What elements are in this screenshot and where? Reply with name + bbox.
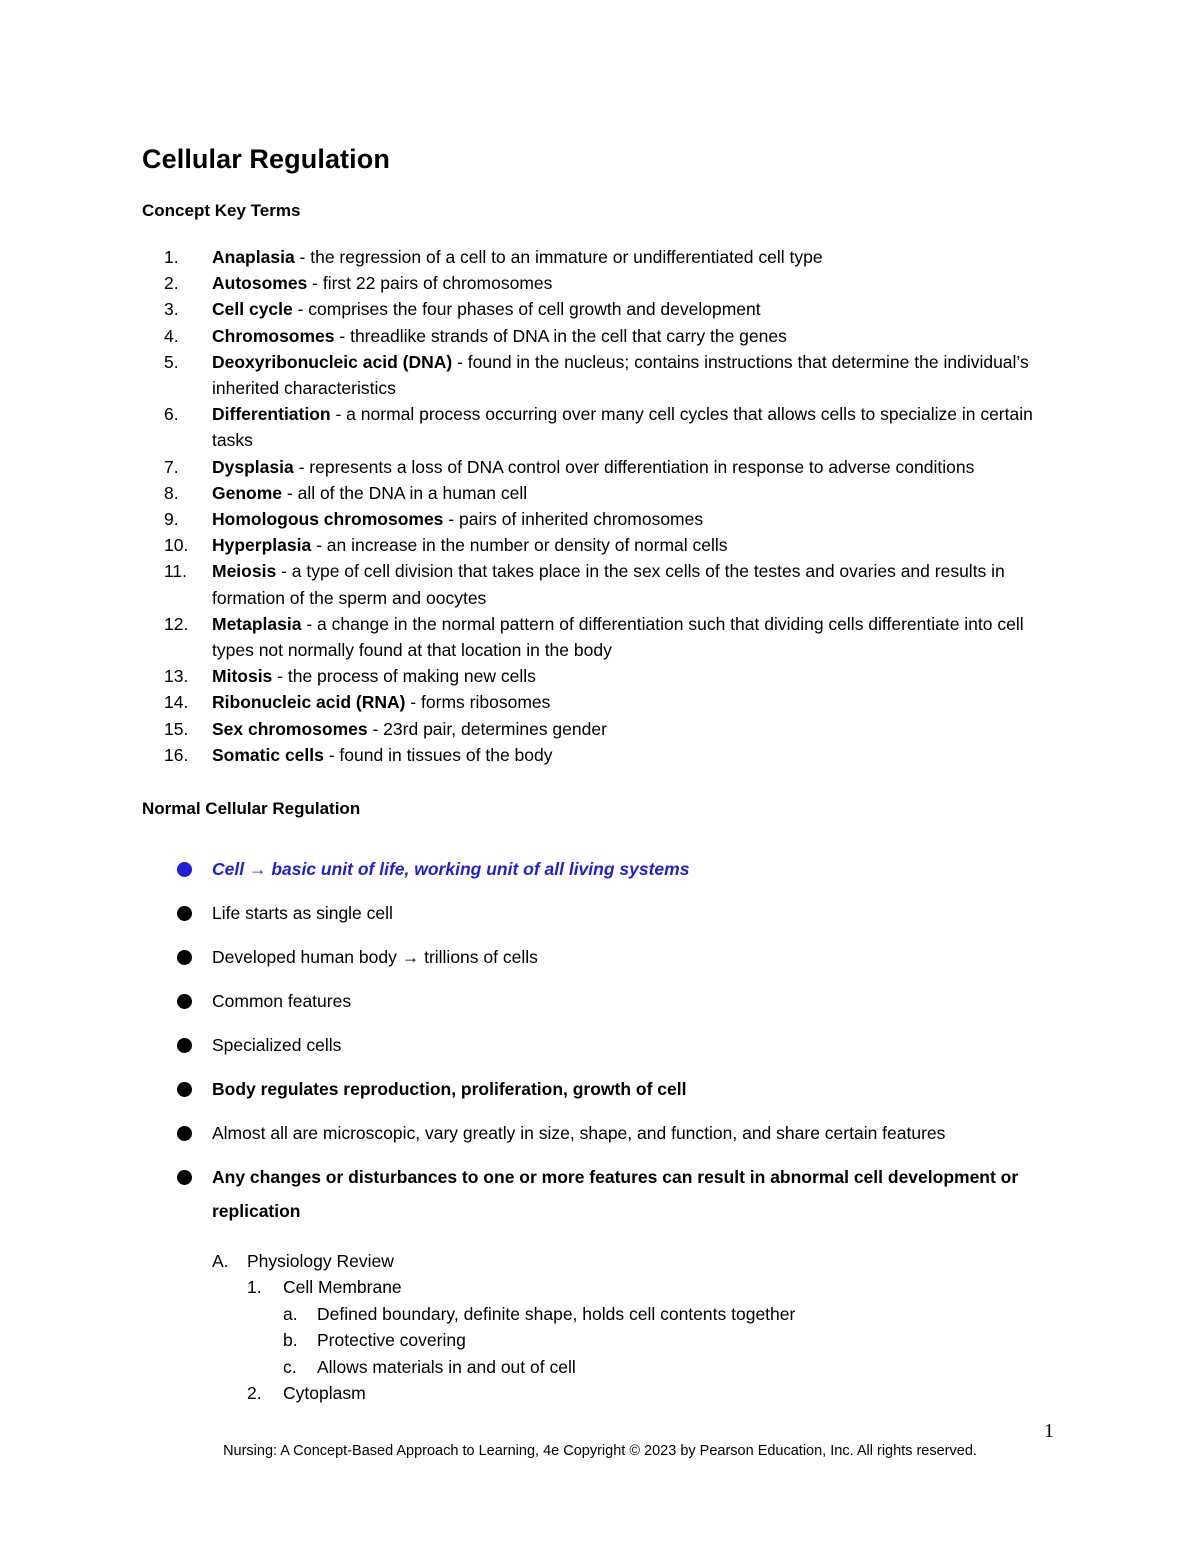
outline-text: Protective covering <box>317 1330 466 1351</box>
key-term-number: 4. <box>164 325 179 346</box>
outline-text: Physiology Review <box>247 1251 394 1271</box>
bullet-text: Life starts as single cell <box>212 903 393 923</box>
bullet-item <box>0 984 1062 1018</box>
bullet-text: Any changes or disturbances to one or more features can result in abnormal cell development or replication <box>212 1167 1019 1221</box>
key-term-name: Sex chromosomes <box>212 718 368 739</box>
key-term-name: Dysplasia <box>212 456 294 477</box>
outline-marker: 2. <box>247 1382 262 1403</box>
key-term-name: Meiosis <box>212 561 277 582</box>
key-term-item <box>0 558 1052 610</box>
bullet-text: Specialized cells <box>212 1035 342 1055</box>
key-term-number: 5. <box>164 351 179 372</box>
key-term-definition: - threadlike strands of DNA in the cell that carry the genes <box>334 325 787 346</box>
key-term-item <box>0 401 1052 453</box>
key-term-number: 14. <box>164 692 189 713</box>
outline-marker: A. <box>212 1251 229 1271</box>
key-term-name: Cell cycle <box>212 299 293 320</box>
outline-item <box>0 1327 1200 1353</box>
bullet-item <box>0 1028 1062 1062</box>
key-term-name: Chromosomes <box>212 325 335 346</box>
key-term-item <box>0 480 1052 506</box>
key-term-definition: - pairs of inherited chromosomes <box>443 509 704 530</box>
copyright-footer: Nursing: A Concept-Based Approach to Learning, 4e Copyright © 2023 by Pearson Education, Inc. All rights reserved. <box>223 1443 977 1459</box>
concept-key-terms-heading: Concept Key Terms <box>142 201 301 220</box>
bullet-text: Cell → basic unit of life, working unit of all living systems <box>212 859 690 879</box>
outline-text: Cytoplasm <box>283 1382 366 1403</box>
outline-marker: a. <box>283 1303 298 1324</box>
key-term-definition: - represents a loss of DNA control over differentiation in response to adverse conditions <box>293 456 975 477</box>
outline-text: Cell Membrane <box>283 1277 402 1298</box>
outline-item <box>0 1380 1200 1406</box>
key-term-item <box>0 323 1052 349</box>
outline-item <box>0 1354 1200 1380</box>
outline-item <box>0 1274 1200 1300</box>
outline-item <box>0 1301 1200 1327</box>
key-term-definition: - a change in the normal pattern of differentiation such that dividing cells differentiate into cell types not normally found at that location in the body <box>212 613 1024 661</box>
bullet-text: Almost all are microscopic, vary greatly in size, shape, and function, and share certain features <box>212 1123 946 1143</box>
key-term-name: Deoxyribonucleic acid (DNA) <box>212 351 453 372</box>
outline-marker: b. <box>283 1330 298 1351</box>
key-term-number: 8. <box>164 482 179 503</box>
bullet-text: Body regulates reproduction, proliferation, growth of cell <box>212 1079 687 1099</box>
key-term-definition: - found in tissues of the body <box>323 744 553 765</box>
key-term-number: 12. <box>164 613 189 634</box>
key-term-number: 9. <box>164 509 179 530</box>
bullet-item <box>0 1160 1062 1228</box>
key-term-name: Somatic cells <box>212 744 324 765</box>
bullet-dot-icon <box>177 906 192 921</box>
key-term-item <box>0 689 1052 715</box>
key-term-number: 3. <box>164 299 179 320</box>
key-term-item <box>0 244 1052 270</box>
bullet-dot-icon <box>177 1170 192 1185</box>
key-term-definition: - first 22 pairs of chromosomes <box>307 273 553 294</box>
key-term-number: 15. <box>164 718 189 739</box>
key-term-item <box>0 663 1052 689</box>
bullet-dot-icon <box>177 994 192 1009</box>
key-term-item <box>0 716 1052 742</box>
outline-text: Allows materials in and out of cell <box>317 1356 576 1377</box>
bullet-text: Common features <box>212 991 352 1011</box>
key-term-name: Genome <box>212 482 283 503</box>
outline-text: Defined boundary, definite shape, holds cell contents together <box>317 1303 796 1324</box>
bullet-dot-icon <box>177 862 192 877</box>
key-term-item <box>0 349 1052 401</box>
key-term-definition: - the regression of a cell to an immature or undifferentiated cell type <box>294 247 823 267</box>
bullet-dot-icon <box>177 1082 192 1097</box>
bullet-dot-icon <box>177 1038 192 1053</box>
key-term-item <box>0 611 1052 663</box>
bullet-dot-icon <box>177 1126 192 1141</box>
normal-cellular-regulation-heading: Normal Cellular Regulation <box>142 799 361 818</box>
key-term-number: 11. <box>164 561 188 582</box>
key-term-name: Autosomes <box>212 273 308 294</box>
key-term-number: 2. <box>164 273 179 294</box>
key-term-item <box>0 270 1052 296</box>
key-term-name: Homologous chromosomes <box>212 509 444 530</box>
key-term-item <box>0 296 1052 322</box>
key-term-definition: - the process of making new cells <box>272 666 536 687</box>
page-number: 1 <box>1044 1420 1054 1442</box>
key-term-number: 16. <box>164 744 189 765</box>
page-title: Cellular Regulation <box>142 144 390 174</box>
key-term-number: 1. <box>164 247 179 267</box>
key-term-name: Differentiation <box>212 404 331 425</box>
key-term-definition: - a normal process occurring over many cell cycles that allows cells to specialize in certain tasks <box>212 404 1033 451</box>
key-term-name: Hyperplasia <box>212 535 312 556</box>
key-term-item <box>0 532 1052 558</box>
key-term-item <box>0 454 1052 480</box>
bullet-item <box>0 896 1062 930</box>
key-term-definition: - 23rd pair, determines gender <box>367 718 607 739</box>
key-term-name: Ribonucleic acid (RNA) <box>212 692 406 713</box>
physiology-outline <box>0 1248 1200 1406</box>
key-term-item <box>0 506 1052 532</box>
key-term-definition: - comprises the four phases of cell growth and development <box>292 299 761 320</box>
bullet-list <box>0 852 1200 1238</box>
key-term-definition: - an increase in the number or density of normal cells <box>311 535 728 556</box>
key-term-number: 10. <box>164 535 189 556</box>
key-term-name: Mitosis <box>212 666 273 687</box>
bullet-dot-icon <box>177 950 192 965</box>
bullet-item <box>0 1072 1062 1106</box>
bullet-text: Developed human body → trillions of cells <box>212 947 538 967</box>
outline-marker: 1. <box>247 1277 262 1298</box>
key-term-number: 7. <box>164 456 179 477</box>
key-term-definition: - a type of cell division that takes place in the sex cells of the testes and ovaries and results in formation of the sperm and oocytes <box>212 561 1005 608</box>
key-term-item <box>0 742 1052 768</box>
key-terms-list <box>0 244 1200 768</box>
key-term-name: Anaplasia <box>212 247 295 267</box>
key-term-definition: - found in the nucleus; contains instructions that determine the individual’s inherited characteristics <box>212 351 1029 399</box>
bullet-item <box>0 1116 1062 1150</box>
outline-item <box>0 1248 1200 1274</box>
key-term-definition: - all of the DNA in a human cell <box>282 482 528 503</box>
bullet-item <box>0 940 1062 974</box>
outline-marker: c. <box>283 1356 297 1377</box>
key-term-number: 6. <box>164 404 179 425</box>
key-term-definition: - forms ribosomes <box>405 692 551 713</box>
key-term-name: Metaplasia <box>212 613 302 634</box>
bullet-item <box>0 852 1062 886</box>
key-term-number: 13. <box>164 666 189 687</box>
